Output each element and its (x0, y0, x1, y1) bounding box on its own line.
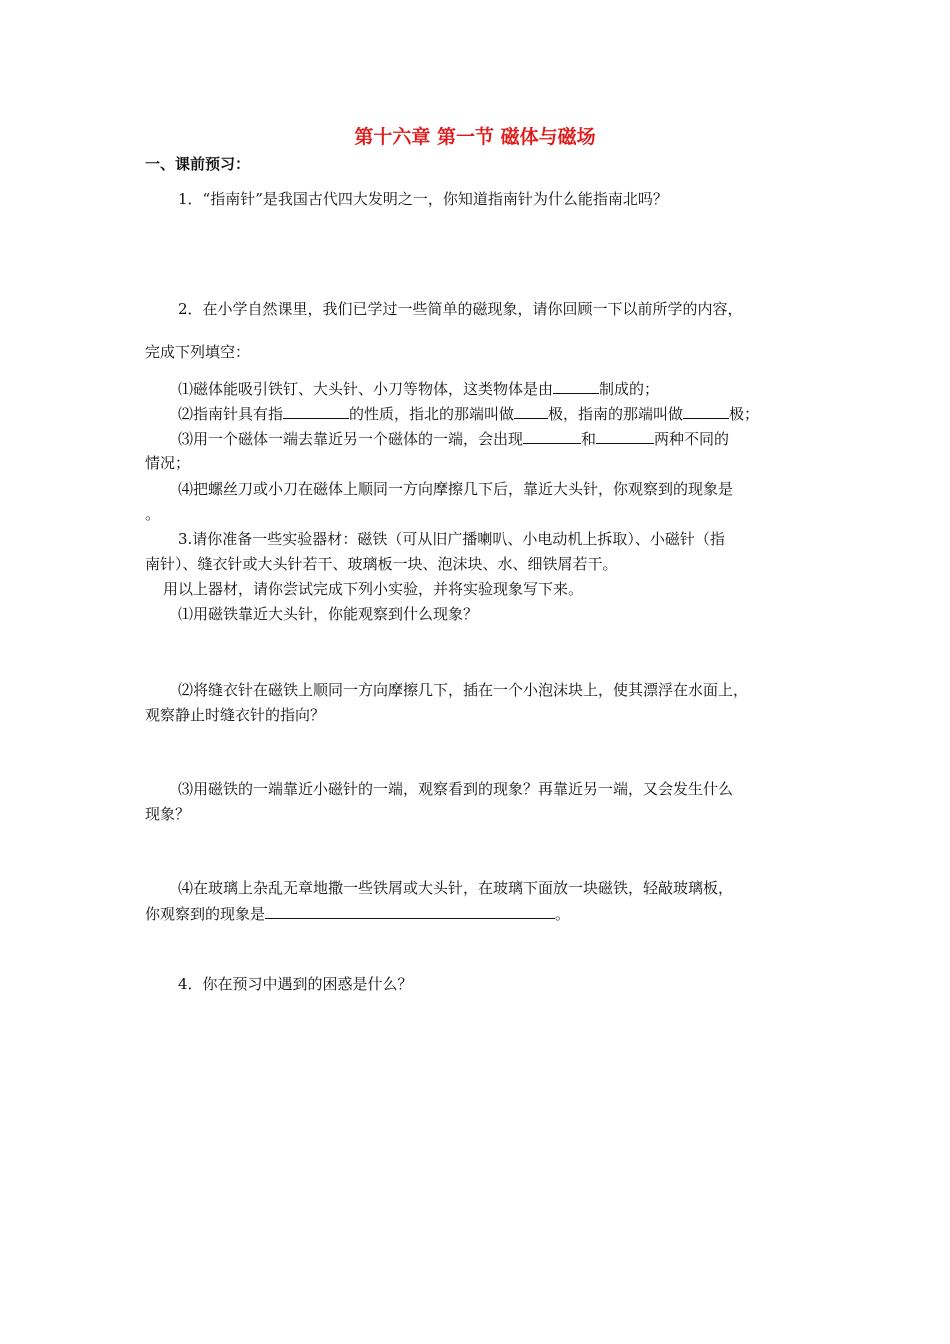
question-3-intro: 3.请你准备一些实验器材：磁铁（可从旧广播喇叭、小电动机上拆取）、小磁针（指 (178, 530, 725, 548)
item-text: ⑴磁体能吸引铁钉、大头针、小刀等物体，这类物体是由 (178, 380, 554, 398)
experiment-2: ⑵将缝衣针在磁铁上顺同一方向摩擦几下，插在一个小泡沫块上，使其漂浮在水面上， (178, 681, 749, 699)
question-2-intro-cont: 完成下列填空： (145, 343, 251, 361)
answer-blank[interactable] (514, 403, 548, 419)
answer-blank[interactable] (596, 428, 654, 444)
question-1: 1．“指南针”是我国古代四大发明之一，你知道指南针为什么能指南北吗？ (178, 190, 668, 208)
question-2-item-3 (178, 428, 729, 449)
item-text: 制成的； (599, 380, 660, 398)
page-title: 第十六章 第一节 磁体与磁场 (354, 126, 596, 148)
experiment-1: ⑴用磁铁靠近大头针，你能观察到什么现象？ (178, 605, 479, 623)
question-2-item-2 (178, 403, 759, 424)
section-heading: 一、课前预习： (145, 155, 251, 173)
question-2-item-4-end: 。 (145, 505, 161, 523)
answer-blank[interactable] (683, 403, 729, 419)
item-text: 你观察到的现象是 (145, 905, 266, 923)
item-text: 。 (555, 905, 571, 923)
item-text: ⑶用一个磁体一端去靠近另一个磁体的一端，会出现 (178, 430, 524, 448)
experiment-3: ⑶用磁铁的一端靠近小磁针的一端，观察看到的现象？再靠近另一端，又会发生什么 (178, 780, 734, 798)
item-text: 两种不同的 (654, 430, 730, 448)
experiment-4: ⑷在玻璃上杂乱无章地撒一些铁屑或大头针，在玻璃下面放一块磁铁，轻敲玻璃板， (178, 879, 734, 897)
question-2-intro: 2．在小学自然课里，我们已学过一些简单的磁现象，请你回顾一下以前所学的内容， (178, 300, 743, 318)
experiment-4-cont (145, 903, 570, 924)
answer-blank[interactable] (265, 903, 555, 919)
item-text: 极，指南的那端叫做 (548, 405, 684, 423)
question-3-intro-cont: 南针）、缝衣针或大头针若干、玻璃板一块、泡沫块、水、细铁屑若干。 (145, 555, 618, 573)
answer-blank[interactable] (283, 403, 349, 419)
item-text: 极； (729, 405, 760, 423)
question-4: 4．你在预习中遇到的困惑是什么？ (178, 975, 413, 993)
question-2-item-4: ⑷把螺丝刀或小刀在磁体上顺同一方向摩擦几下后，靠近大头针，你观察到的现象是 (178, 480, 734, 498)
item-text: 的性质，指北的那端叫做 (349, 405, 515, 423)
answer-blank[interactable] (523, 428, 581, 444)
question-2-item-3-cont: 情况； (145, 454, 191, 472)
answer-blank[interactable] (553, 378, 599, 394)
experiment-3-cont: 现象？ (145, 805, 191, 823)
item-text: ⑵指南针具有指 (178, 405, 284, 423)
item-text: 和 (581, 430, 597, 448)
experiment-2-cont: 观察静止时缝衣针的指向？ (145, 706, 326, 724)
question-2-item-1 (178, 378, 659, 399)
question-3-instruction: 用以上器材，请你尝试完成下列小实验，并将实验现象写下来。 (163, 580, 584, 598)
